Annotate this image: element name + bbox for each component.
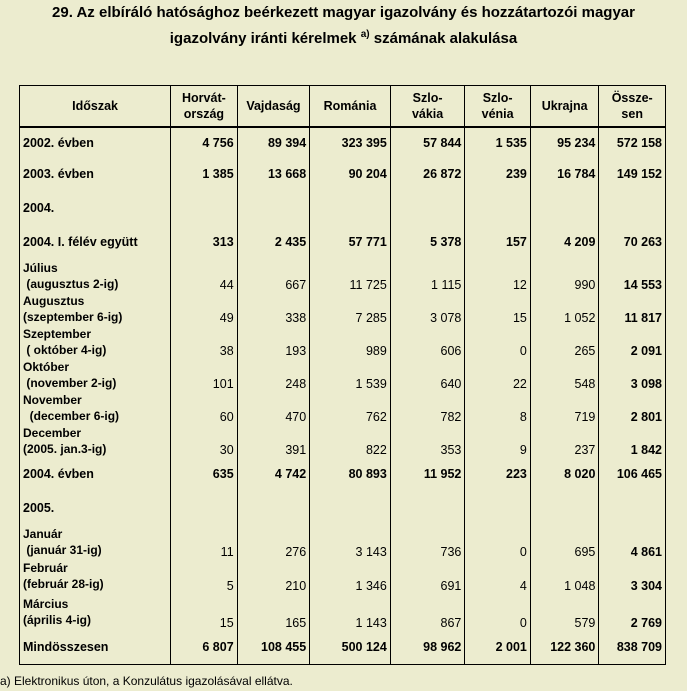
table-cell: 122 360 (530, 630, 599, 664)
table-cell: 165 (237, 593, 310, 630)
row-label-line: 2002. évben (23, 135, 94, 150)
row-label (20, 559, 171, 593)
table-cell: 2 091 (599, 325, 666, 358)
table-cell: 640 (390, 358, 465, 391)
table-row (20, 292, 666, 325)
table-row (20, 491, 666, 525)
table-row (20, 191, 666, 225)
table-cell: 11 725 (310, 259, 391, 292)
row-label (20, 525, 171, 559)
table-cell: 149 152 (599, 157, 666, 191)
table-cell: 782 (390, 391, 465, 424)
table-cell (310, 491, 391, 525)
table-cell: 667 (237, 259, 310, 292)
row-label (20, 325, 171, 358)
table-cell: 276 (237, 525, 310, 559)
table-cell: 237 (530, 424, 599, 457)
statistics-table (19, 85, 666, 665)
table-cell: 579 (530, 593, 599, 630)
table-cell: 867 (390, 593, 465, 630)
table-cell: 49 (171, 292, 238, 325)
table-cell: 5 378 (390, 225, 465, 259)
column-header-line: sen (621, 107, 643, 121)
table-cell: 989 (310, 325, 391, 358)
table-cell: 323 395 (310, 127, 391, 157)
table-cell: 223 (465, 457, 531, 491)
table-cell: 4 742 (237, 457, 310, 491)
column-header (310, 86, 391, 128)
table-cell: 98 962 (390, 630, 465, 664)
table-cell: 13 668 (237, 157, 310, 191)
table-cell: 1 115 (390, 259, 465, 292)
row-label-line: Január (23, 527, 63, 541)
table-cell: 57 771 (310, 225, 391, 259)
table-cell: 572 158 (599, 127, 666, 157)
table-row (20, 259, 666, 292)
table-cell: 3 143 (310, 525, 391, 559)
table-cell: 338 (237, 292, 310, 325)
table-cell: 106 465 (599, 457, 666, 491)
table-cell (390, 491, 465, 525)
table-cell: 2 001 (465, 630, 531, 664)
table-row (20, 325, 666, 358)
row-label-line: 2004. I. félév együtt (23, 235, 138, 249)
column-header (465, 86, 531, 128)
row-label-line: Március (23, 596, 69, 611)
table-cell: 838 709 (599, 630, 666, 664)
row-label (20, 593, 171, 630)
row-label (20, 424, 171, 457)
row-label-line: (január 31-ig) (23, 543, 102, 557)
table-cell: 15 (465, 292, 531, 325)
table-cell: 239 (465, 157, 531, 191)
table-row (20, 630, 666, 664)
table-cell: 5 (171, 559, 238, 593)
table-cell: 22 (465, 358, 531, 391)
table-row (20, 127, 666, 157)
row-label-line: December (23, 425, 82, 440)
column-header (237, 86, 310, 128)
row-label-line: (augusztus 2-ig) (23, 276, 119, 291)
table-cell: 60 (171, 391, 238, 424)
table-cell: 14 553 (599, 259, 666, 292)
row-label-line: 2003. évben (23, 167, 94, 181)
table-cell: 38 (171, 325, 238, 358)
column-header-line: Románia (323, 99, 377, 113)
table-cell: 9 (465, 424, 531, 457)
table-cell: 6 807 (171, 630, 238, 664)
table-cell: 95 234 (530, 127, 599, 157)
row-label (20, 491, 171, 525)
table-row (20, 593, 666, 630)
table-cell: 11 (171, 525, 238, 559)
table-cell: 500 124 (310, 630, 391, 664)
table-cell: 4 (465, 559, 531, 593)
table-row (20, 457, 666, 491)
column-header-line: Szlo- (482, 91, 513, 105)
table-cell: 3 304 (599, 559, 666, 593)
table-cell (310, 191, 391, 225)
table-cell: 44 (171, 259, 238, 292)
table-cell: 4 209 (530, 225, 599, 259)
column-header-line: Időszak (72, 99, 118, 113)
table-cell: 16 784 (530, 157, 599, 191)
column-header (20, 86, 171, 128)
table-cell: 635 (171, 457, 238, 491)
row-label-line: (november 2-ig) (23, 375, 117, 390)
column-header-line: vákia (411, 107, 444, 121)
row-label (20, 292, 171, 325)
table-cell: 1 346 (310, 559, 391, 593)
column-header (171, 86, 238, 128)
table-cell: 57 844 (390, 127, 465, 157)
table-cell: 89 394 (237, 127, 310, 157)
table-cell: 719 (530, 391, 599, 424)
table-row (20, 525, 666, 559)
column-header (599, 86, 666, 128)
row-label-line: ( október 4-ig) (23, 342, 107, 357)
table-cell: 30 (171, 424, 238, 457)
table-cell: 0 (465, 325, 531, 358)
header-row (20, 86, 666, 128)
table-cell (530, 491, 599, 525)
row-label (20, 391, 171, 424)
table-cell (465, 491, 531, 525)
table-cell: 90 204 (310, 157, 391, 191)
table-cell: 353 (390, 424, 465, 457)
table-cell: 2 769 (599, 593, 666, 630)
title-line-2 (0, 24, 687, 50)
column-header-line: Szlo- (412, 91, 443, 105)
row-label (20, 457, 171, 491)
table-row (20, 391, 666, 424)
table-cell: 1 048 (530, 559, 599, 593)
row-label (20, 127, 171, 157)
title-line-1: 29. Az elbíráló hatósághoz beérkezett magyar igazolvány és hozzátartozói magyar (52, 4, 635, 21)
table-cell: 0 (465, 593, 531, 630)
table-cell (599, 191, 666, 225)
table-cell: 1 385 (171, 157, 238, 191)
table-cell: 548 (530, 358, 599, 391)
table-row (20, 424, 666, 457)
title-footnote-mark: a) (360, 29, 370, 40)
table-cell: 2 801 (599, 391, 666, 424)
table-cell: 606 (390, 325, 465, 358)
table-cell: 7 285 (310, 292, 391, 325)
table-cell: 80 893 (310, 457, 391, 491)
table-cell (237, 491, 310, 525)
table-cell: 0 (465, 525, 531, 559)
row-label-line: Augusztus (23, 293, 85, 308)
row-label (20, 259, 171, 292)
row-label-line: Szeptember (23, 326, 92, 341)
table-cell (237, 191, 310, 225)
table-cell: 8 (465, 391, 531, 424)
table-row (20, 559, 666, 593)
table-cell: 391 (237, 424, 310, 457)
table-cell (390, 191, 465, 225)
column-header-line: Vajdaság (246, 99, 301, 113)
table-row (20, 157, 666, 191)
table-cell: 157 (465, 225, 531, 259)
table-cell: 1 842 (599, 424, 666, 457)
column-header (390, 86, 465, 128)
table-title (0, 2, 687, 50)
table-cell: 193 (237, 325, 310, 358)
row-label (20, 191, 171, 225)
row-label (20, 358, 171, 391)
row-label-line: (szeptember 6-ig) (23, 309, 123, 324)
row-label (20, 630, 171, 664)
table-cell: 822 (310, 424, 391, 457)
table-cell: 248 (237, 358, 310, 391)
table-cell: 470 (237, 391, 310, 424)
table-cell: 3 098 (599, 358, 666, 391)
row-label (20, 225, 171, 259)
table-cell: 736 (390, 525, 465, 559)
row-label-line: 2004. (23, 201, 55, 215)
table-cell (465, 191, 531, 225)
table-cell: 1 535 (465, 127, 531, 157)
row-label-line: (december 6-ig) (23, 408, 120, 423)
table-cell: 12 (465, 259, 531, 292)
footnote: a) Elektronikus úton, a Konzulátus igazolásával ellátva. (0, 674, 293, 688)
title-line-2-end: számának alakulása (369, 30, 518, 47)
table-cell: 11 817 (599, 292, 666, 325)
table-row (20, 225, 666, 259)
table-cell: 1 539 (310, 358, 391, 391)
table-cell: 265 (530, 325, 599, 358)
table-cell: 3 078 (390, 292, 465, 325)
table-cell: 2 435 (237, 225, 310, 259)
column-header-line: Horvát- (182, 91, 226, 105)
table-cell: 15 (171, 593, 238, 630)
table-cell: 70 263 (599, 225, 666, 259)
table-cell: 101 (171, 358, 238, 391)
table-cell: 695 (530, 525, 599, 559)
row-label-line: (február 28-ig) (23, 577, 104, 591)
table-cell (530, 191, 599, 225)
row-label-line: Február (23, 561, 68, 575)
table-cell (171, 191, 238, 225)
row-label-line: November (23, 392, 82, 407)
row-label-line: Október (23, 359, 70, 374)
table-cell: 210 (237, 559, 310, 593)
row-label (20, 157, 171, 191)
table-cell: 691 (390, 559, 465, 593)
table-cell: 990 (530, 259, 599, 292)
row-label-line: 2005. (23, 501, 55, 515)
table-cell: 1 143 (310, 593, 391, 630)
table-cell: 108 455 (237, 630, 310, 664)
table-cell (171, 491, 238, 525)
row-label-line: Július (23, 260, 58, 275)
table-row (20, 358, 666, 391)
table-cell: 4 756 (171, 127, 238, 157)
table-cell: 26 872 (390, 157, 465, 191)
title-line-2-text: igazolvány iránti kérelmek (169, 30, 357, 47)
table-cell (599, 491, 666, 525)
row-label-line: Mindösszesen (23, 639, 109, 654)
column-header-line: Ukrajna (541, 99, 588, 113)
table-cell: 11 952 (390, 457, 465, 491)
column-header-line: Össze- (611, 91, 653, 105)
table-cell: 8 020 (530, 457, 599, 491)
table-cell: 1 052 (530, 292, 599, 325)
column-header-line: ország (183, 107, 225, 121)
column-header (530, 86, 599, 128)
row-label-line: (április 4-ig) (23, 612, 92, 627)
table-cell: 762 (310, 391, 391, 424)
row-label-line: (2005. jan.3-ig) (23, 441, 107, 456)
table-cell: 313 (171, 225, 238, 259)
column-header-line: vénia (481, 107, 514, 121)
row-label-line: 2004. évben (23, 467, 94, 481)
table-cell: 4 861 (599, 525, 666, 559)
